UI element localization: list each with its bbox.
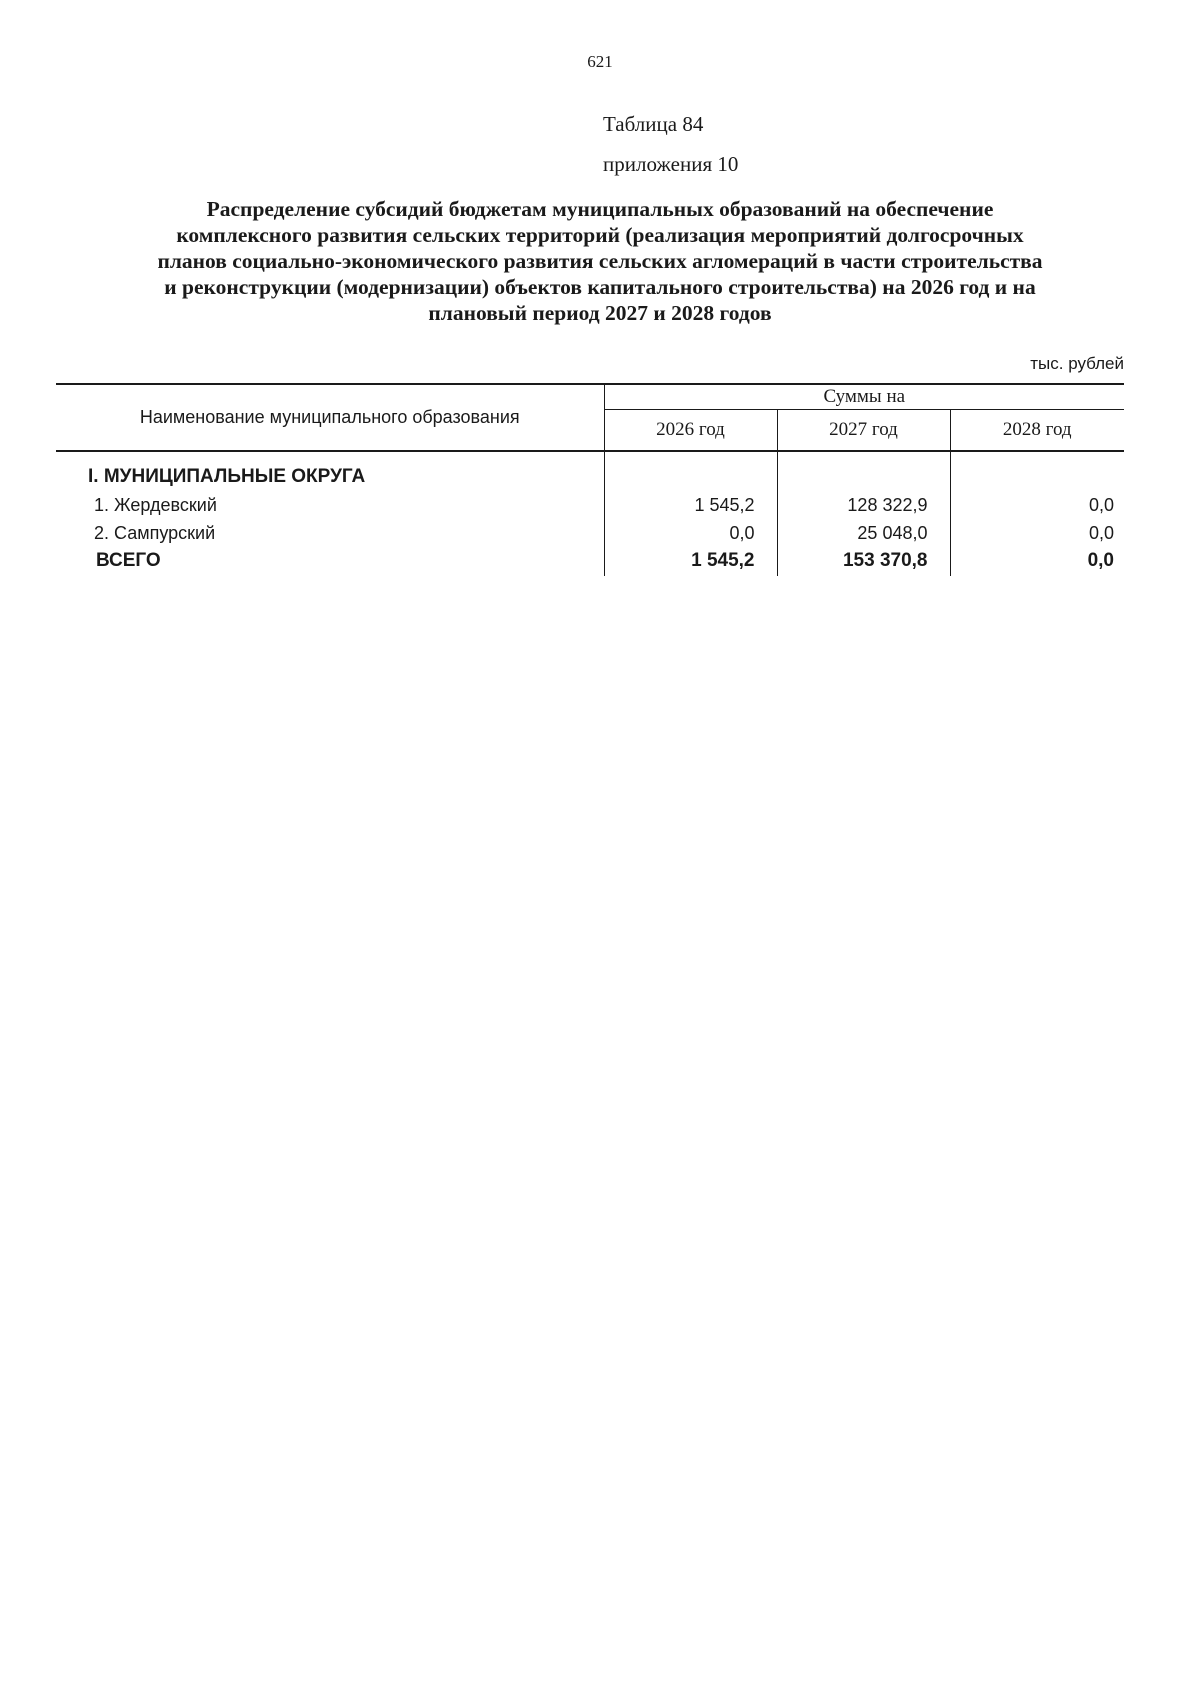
row-name: 1. Жердевский [56,488,604,516]
row-value: 0,0 [1088,523,1114,543]
column-header-year: 2027 год [777,410,950,452]
title-line: и реконструкции (модернизации) объектов капитального строительства) на 2026 год и на [164,275,1036,299]
title-line: плановый период 2027 и 2028 годов [428,301,772,325]
row-value: 0,0 [1088,495,1114,515]
row-name: ВСЕГО [56,544,604,576]
table-row [56,516,1124,544]
table-row [56,451,1124,488]
row-name: I. МУНИЦИПАЛЬНЫЕ ОКРУГА [56,451,604,488]
table-row-total [56,544,1124,576]
column-header-year: 2028 год [950,410,1124,452]
row-value: 1 545,2 [604,544,777,576]
row-value: 153 370,8 [777,544,950,576]
table-ref-number: Таблица 84 [603,112,704,136]
row-value [604,451,777,488]
row-value: 1 545,2 [604,488,777,516]
subsidy-table [56,383,1124,576]
title-line: Распределение субсидий бюджетам муниципальных образований на обеспечение [206,197,994,221]
row-value: 25 048,0 [777,516,950,544]
document-title [80,196,1120,326]
row-name: 2. Сампурский [56,516,604,544]
row-value [950,451,1124,488]
row-value: 0,0 [1087,550,1114,571]
row-value [777,451,950,488]
row-value: 0,0 [604,516,777,544]
title-line: комплексного развития сельских территорий (реализация мероприятий долгосрочных [176,223,1024,247]
title-line: планов социально-экономического развития сельских агломераций в части строительства [157,249,1043,273]
table-row [56,488,1124,516]
units-label: тыс. рублей [1030,354,1124,373]
column-header-sums: Суммы на [604,384,1124,410]
table-ref-appendix: приложения 10 [603,152,739,176]
page-number: 621 [587,52,613,71]
column-header-year: 2026 год [604,410,777,452]
column-header-name: Наименование муниципального образования [56,384,604,451]
row-value: 128 322,9 [777,488,950,516]
